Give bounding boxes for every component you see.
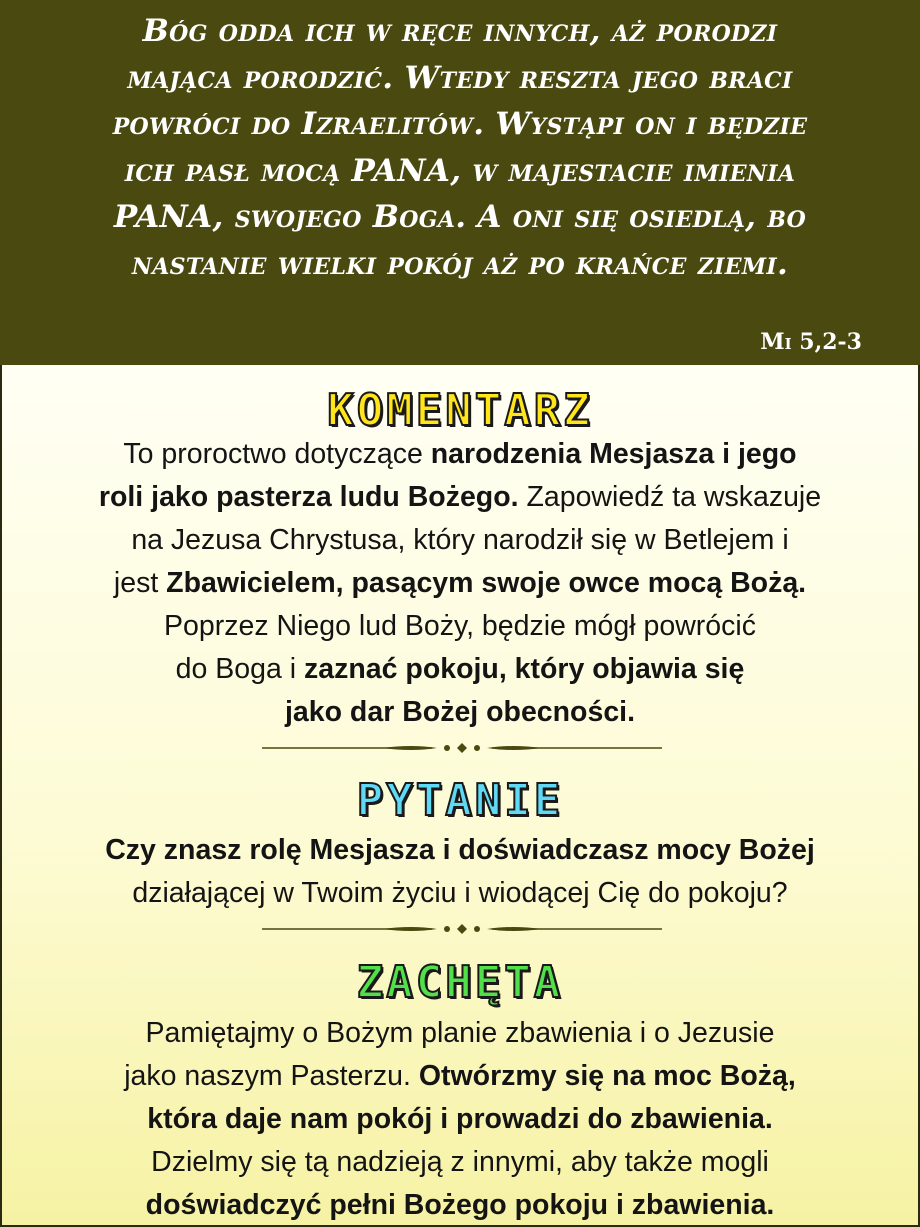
verse-line: mająca porodzić. Wtedy reszta jego braci <box>127 59 793 96</box>
komentarz-line <box>12 433 908 476</box>
emphasized-text: Czy znasz rolę Mesjasza i doświadczasz mocy Bożej <box>105 834 815 866</box>
zacheta-line <box>12 1098 908 1141</box>
ornamental-divider <box>262 922 662 936</box>
verse-reference: Mi 5,2-3 <box>760 329 862 355</box>
zacheta-heading: ZACHĘTA <box>356 957 564 1008</box>
emphasized-text: jako dar Bożej obecności. <box>284 696 635 728</box>
emphasized-text: zaznać pokoju, który objawia się <box>304 653 745 685</box>
verse-text <box>20 8 900 287</box>
commentary-panel <box>0 365 920 1227</box>
pytanie-line <box>12 872 908 915</box>
body-text: Dzielmy się tą nadzieją z innymi, aby także mogli <box>151 1146 769 1178</box>
komentarz-line <box>12 562 908 605</box>
body-text: na Jezusa Chrystusa, który narodził się w Betlejem i <box>131 524 789 556</box>
zacheta-line <box>12 1055 908 1098</box>
zacheta-line <box>12 1141 908 1184</box>
zacheta-text <box>12 1012 908 1227</box>
zacheta-line <box>12 1012 908 1055</box>
emphasized-text: narodzenia Mesjasza i jego <box>430 438 797 470</box>
emphasized-text: Otwórzmy się na moc Bożą, <box>418 1060 796 1092</box>
komentarz-line <box>12 476 908 519</box>
body-text: To proroctwo dotyczące <box>123 438 431 470</box>
body-text: Pamiętajmy o Bożym planie zbawienia i o Jezusie <box>145 1017 775 1049</box>
body-text: Zapowiedź ta wskazuje <box>518 481 822 513</box>
body-text: Poprzez Niego lud Boży, będzie mógł powrócić <box>164 610 756 642</box>
pytanie-line <box>12 829 908 872</box>
emphasized-text: Zbawicielem, pasącym swoje owce mocą Bożą. <box>166 567 807 599</box>
ornamental-divider <box>262 741 662 755</box>
verse-line: Bóg odda ich w ręce innych, aż porodzi <box>142 13 778 49</box>
komentarz-line <box>12 519 908 562</box>
verse-line: PANA, swojego Boga. A oni się osiedlą, bo <box>113 199 807 235</box>
verse-line: powróci do Izraelitów. Wystąpi on i będzie <box>112 106 808 142</box>
body-text: działającej w Twoim życiu i wiodącej Cię do pokoju? <box>132 877 788 909</box>
komentarz-line <box>12 605 908 648</box>
pytanie-heading: PYTANIE <box>356 775 564 826</box>
body-text: do Boga i <box>175 653 305 685</box>
komentarz-text <box>12 433 908 734</box>
komentarz-heading: KOMENTARZ <box>327 385 593 436</box>
emphasized-text: roli jako pasterza ludu Bożego. <box>98 481 519 513</box>
body-text: jako naszym Pasterzu. <box>124 1060 419 1092</box>
verse-line: nastanie wielki pokój aż po krańce ziemi. <box>131 245 789 282</box>
body-text: jest <box>113 567 167 599</box>
zacheta-line <box>12 1184 908 1227</box>
komentarz-line <box>12 691 908 734</box>
emphasized-text: doświadczyć pełni Bożego pokoju i zbawienia. <box>145 1189 775 1221</box>
emphasized-text: która daje nam pokój i prowadzi do zbawienia. <box>147 1103 773 1135</box>
komentarz-line <box>12 648 908 691</box>
verse-line: ich pasł mocą PANA, w majestacie imienia <box>124 152 796 189</box>
pytanie-text <box>12 829 908 915</box>
verse-band <box>0 0 920 365</box>
